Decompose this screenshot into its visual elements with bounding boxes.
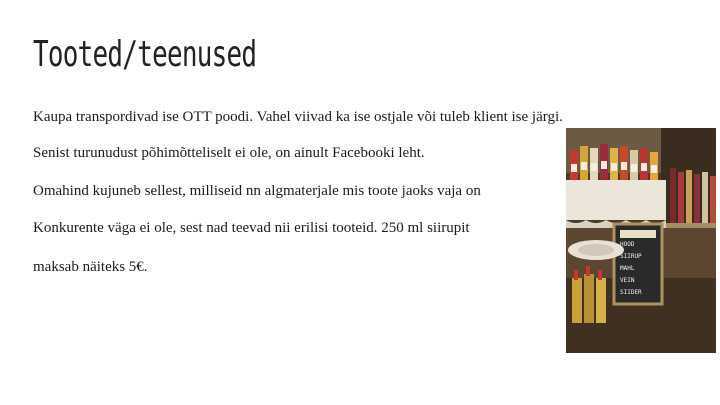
paragraph-price: maksab näiteks 5€. — [33, 259, 148, 275]
paragraph-marketing: Senist turunudust põhimõtteliselt ei ole, on ainult Facebooki leht. — [33, 145, 425, 161]
svg-text:MAHL: MAHL — [620, 265, 635, 272]
svg-text:SIIRUP: SIIRUP — [620, 253, 642, 260]
svg-text:VEIN: VEIN — [620, 277, 635, 284]
slide-title: Tooted/teenused — [33, 34, 257, 75]
paragraph-cost: Omahind kujuneb sellest, milliseid nn algmaterjale mis toote jaoks vaja on — [33, 183, 481, 199]
paragraph-competition: Konkurente väga ei ole, sest nad teevad nii erilisi tooteid. 250 ml siirupit — [33, 220, 470, 236]
svg-text:HOOD: HOOD — [620, 241, 635, 248]
svg-text:SIIDER: SIIDER — [620, 289, 642, 296]
product-photo — [566, 128, 716, 353]
paragraph-transport: Kaupa transpordivad ise OTT poodi. Vahel viivad ka ise ostjale või tuleb klient ise järgi. — [33, 109, 563, 125]
